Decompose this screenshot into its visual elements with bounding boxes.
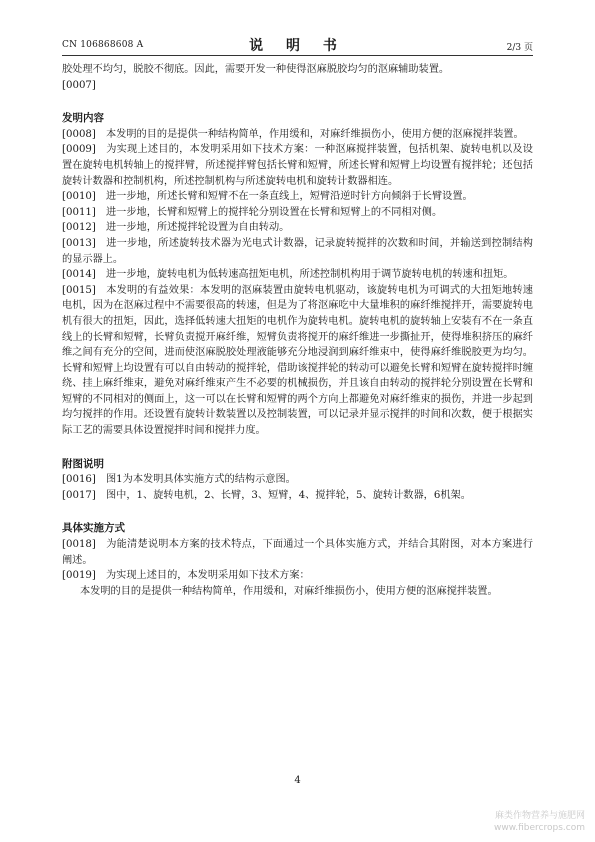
paragraph-number: [0013] — [62, 237, 96, 249]
paragraph-text: 为实现上述目的，本发明采用如下技术方案：一种沤麻搅拌装置，包括机架、旋转电机以及设置在旋转电机转轴上的搅拌臂，所述搅拌臂包括长臂和短臂，所述长臂和短臂上均设置有搅拌轮；还包括旋转计数器和控制机构，所述控制机构与所述旋转电机和旋转计数器相连。 — [62, 144, 533, 187]
paragraph-number: [0007] — [62, 79, 96, 91]
page-header — [62, 38, 533, 54]
watermark-site-name: 麻类作物营养与施肥网 — [494, 811, 585, 821]
section-gap — [62, 439, 533, 447]
section-heading: 发明内容 — [62, 112, 104, 125]
paragraph-text: 进一步地，所述长臂和短臂不在一条直线上，短臂沿逆时针方向倾斜于长臂设置。 — [106, 191, 473, 203]
paragraph-text: 为能清楚说明本方案的技术特点，下面通过一个具体实施方式，并结合其附图，对本方案进行阐述。 — [62, 539, 533, 566]
page-number: 4 — [294, 775, 301, 786]
numbered-paragraph — [62, 537, 533, 568]
numbered-paragraph — [62, 283, 533, 439]
paragraph-text: 进一步地，旋转电机为低转速高扭矩电机，所述控制机构用于调节旋转电机的转速和扭矩。 — [106, 269, 514, 281]
paragraph-number: [0015] — [62, 284, 96, 296]
watermark-url: www.fibercrops.com — [494, 823, 585, 833]
numbered-paragraph — [62, 568, 533, 584]
paragraph-text: 为实现上述目的，本发明采用如下技术方案： — [106, 570, 310, 582]
paragraph-text: 本发明的有益效果：本发明的沤麻装置由旋转电机驱动，该旋转电机为可调式的大扭矩地转速电机，因为在沤麻过程中不需要很高的转速，但是为了将沤麻吃中大量堆积的麻纤维搅拌开，需要旋转电机有很大的扭矩，因此，选择低转速大扭矩的电机作为旋转电机。旋转电机的旋转轴上安装有不在一条直线上的长臂和短臂，长臂负责搅开麻纤维，短臂负责将搅开的麻纤维进一步撕扯开，使得堆积挤压的麻纤维之间有充分的空间，进而使沤麻脱胶处理液能够充分地浸润到麻纤维束中，使得麻纤维脱胶更为均匀。长臂和短臂上均设置有可以自由转动的搅拌轮，借助该搅拌轮的转动可以避免长臂和短臂在旋转搅拌时缠绕、挂上麻纤维束，避免对麻纤维束产生不必要的机械损伤，并且该自由转动的搅拌轮分别设置在长臂和短臂的不同相对的侧面上，这一可以在长臂和短臂的两个方向上都避免对麻纤维束的损伤，并进一步起到均匀搅拌的作用。还设置有旋转计数装置以及控制装置，可以记录并显示搅拌的时间和次数，便于根据实际工艺的需要具体设置搅拌时间和搅拌力度。 — [62, 284, 533, 437]
numbered-paragraph — [62, 472, 533, 488]
numbered-paragraph — [62, 78, 533, 94]
paragraph-text: 图1为本发明具体实施方式的结构示意图。 — [106, 474, 296, 486]
numbered-paragraph — [62, 236, 533, 267]
paragraph-number: [0011] — [62, 206, 96, 218]
patent-number: CN 106868608 A — [62, 40, 144, 50]
indented-paragraph: 本发明的目的是提供一种结构简单，作用缓和，对麻纤维损伤小，使用方便的沤麻搅拌装置。 — [80, 585, 498, 597]
page-indicator: 2/3 页 — [506, 43, 533, 53]
numbered-paragraph — [62, 267, 533, 283]
paragraph-number: [0014] — [62, 269, 96, 281]
paragraph-text: 进一步地，长臂和短臂上的搅拌轮分别设置在长臂和短臂上的不同相对侧。 — [106, 206, 443, 218]
header-divider — [62, 55, 533, 56]
paragraph-text: 进一步地，所述旋转技术器为光电式计数器，记录旋转搅拌的次数和时间，并输送到控制结构的显示器上。 — [62, 237, 533, 265]
document-body — [62, 62, 533, 599]
section-heading: 具体实施方式 — [62, 522, 125, 535]
paragraph-text: 进一步地，所述搅拌轮设置为自由转动。 — [106, 222, 290, 234]
numbered-paragraph — [62, 189, 533, 205]
paragraph-number: [0009] — [62, 144, 96, 156]
paragraph-number: [0018] — [62, 539, 96, 551]
watermark — [494, 810, 585, 834]
paragraph-number: [0016] — [62, 474, 96, 486]
numbered-paragraph — [62, 127, 533, 143]
numbered-paragraph — [62, 205, 533, 221]
section-gap — [62, 93, 533, 101]
numbered-paragraph — [62, 142, 533, 189]
numbered-paragraph — [62, 488, 533, 504]
section-heading: 附图说明 — [62, 457, 104, 470]
paragraph-number: [0008] — [62, 128, 96, 140]
paragraph-number: [0012] — [62, 222, 96, 234]
section-gap — [62, 503, 533, 511]
paragraph-number: [0019] — [62, 570, 96, 582]
paragraph-text: 图中，1、旋转电机，2、长臂，3、短臂，4、搅拌轮，5、旋转计数器，6机架。 — [106, 489, 471, 501]
continuation-text: 胶处理不均匀，脱胶不彻底。因此，需要开发一种使得沤麻脱胶均匀的沤麻辅助装置。 — [62, 64, 450, 75]
paragraph-number: [0010] — [62, 191, 96, 203]
paragraph-number: [0017] — [62, 489, 96, 501]
numbered-paragraph — [62, 220, 533, 236]
paragraph-text: 本发明的目的是提供一种结构简单，作用缓和，对麻纤维损伤小，使用方便的沤麻搅拌装置。 — [106, 128, 524, 140]
document-title: 说 明 书 — [249, 38, 346, 54]
